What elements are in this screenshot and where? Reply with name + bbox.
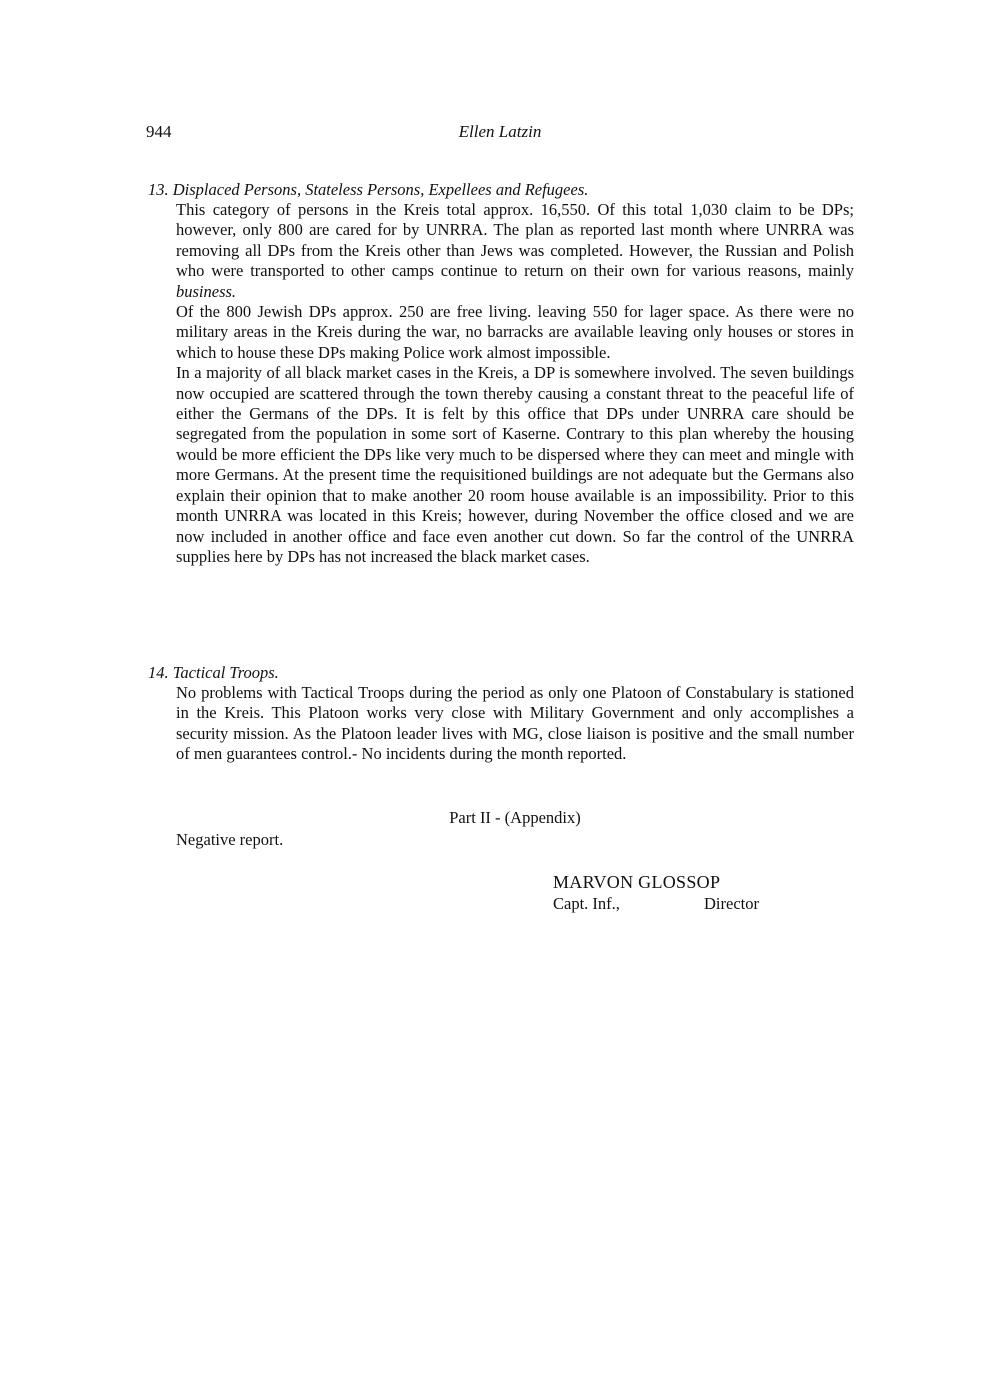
appendix-body: Negative report. [176, 830, 284, 849]
signatory-title [553, 893, 759, 914]
paragraph: In a majority of all black market cases in the Kreis, a DP is somewhere involved. The seven buildings now occupied are scattered through the town thereby causing a constant threat to the peaceful life of either the Germans of the DPs. It is felt by this office that DPs under UNRRA care should be segregated from the population in some sort of Kaserne. Contrary to this plan whereby the housing would be more efficient the DPs like very much to be dispersed where they can meet and mingle with more Germans. At the present time the requisitioned buildings are not adequate but the Germans also explain their opinion that to make another 20 room house available is an impossibility. Prior to this month UNRRA was located in this Kreis; however, during November the office closed and we are now included in another office and face even another cut down. So far the control of the UNRRA supplies here by DPs has not increased the black market cases. [176, 363, 854, 566]
paragraph [176, 200, 854, 302]
running-head: Ellen Latzin [458, 122, 542, 141]
section-13-displaced-persons [148, 180, 854, 567]
paragraph: Of the 800 Jewish DPs approx. 250 are free living. leaving 550 for lager space. As there were no military areas in the Kreis during the war, no barracks are available leaving only houses or stores in which to house these DPs making Police work almost impossible. [176, 302, 854, 362]
signature-block [553, 872, 759, 914]
section-heading: 14. Tactical Troops. [148, 663, 279, 682]
emphasis-word: business. [176, 281, 237, 301]
signatory-rank: Capt. Inf., [553, 894, 620, 913]
appendix-title: Part II - (Appendix) [449, 808, 581, 827]
section-heading: 13. Displaced Persons, Stateless Persons, Expellees and Refugees. [148, 180, 589, 199]
paragraph: No problems with Tactical Troops during the period as only one Platoon of Constabulary is stationed in the Kreis. This Platoon works very close with Military Government and only accomplishes a security mission. As the Platoon leader lives with MG, close liaison is positive and the small number of men guarantees control.- No incidents during the month reported. [176, 683, 854, 764]
paragraph-text: This category of persons in the Kreis total approx. 16,550. Of this total 1,030 claim to be DPs; however, only 800 are cared for by UNRRA. The plan as reported last month where UNRRA was removing all DPs from the Kreis other than Jews was completed. However, the Russian and Polish who were transported to other camps continue to return on their own for various reasons, mainly [176, 200, 854, 281]
signatory-name: MARVON GLOSSOP [553, 872, 721, 892]
section-14-tactical-troops [148, 663, 854, 765]
page-number: 944 [146, 122, 172, 141]
signatory-role: Director [704, 894, 759, 913]
